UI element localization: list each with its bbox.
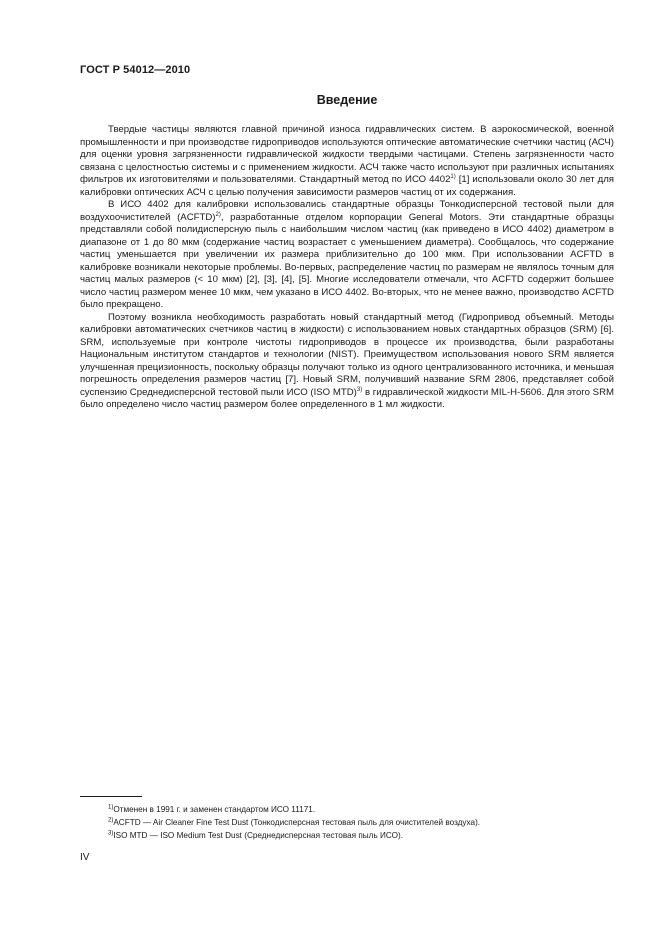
footnote-ref: 3) [356, 386, 363, 393]
paragraph: В ИСО 4402 для калибровки использовались стандартные образцы Тонкодисперсной тестовой пыли для воздухоочистителей (ACFTD)$^{2)}$, разработанные отделом корпорации General Motors. Эти стандартные образцы представляли собой полидисперсную пыль с наибольшим числом частиц (как приведено в ИСО 4402) диаметром в диапазоне от 1 до 80 мкм (содержание частиц возрастает с уменьшением диаметра). Сообщалось, что содержание частиц уменьшается при увеличении их размера приблизительно до 100 мкм. При использовании ACFTD в калибровке возникали некоторые проблемы. Во-первых, распределение частиц по размерам не являлось точным для частиц малых размеров (< 10 мкм) [2], [3], [4], [5]. Многие исследователи отмечали, что ACFTD содержит большее число частиц размером менее 10 мкм, чем указано в ИСО 4402. Во-вторых, что не менее важно, производство ACFTD было прекращено. [80, 199, 614, 310]
section-title: Введение [316, 93, 378, 107]
paragraph: Поэтому возникла необходимость разработать новый стандартный метод (Гидропривод объемный. Методы калибровки автоматических счетчиков частиц в жидкости) с использованием новых стандартных образцов (SRM) [6]. SRM, используемые при контроле чистоты гидроприводов в процессе их производства, были разработаны Национальным институтом стандартов и технологии (NIST). Преимуществом использования нового SRM является улучшенная прецизионность, поскольку образцы получают только из одного централизованного источника, и меньшая погрешность определения размеров частиц [7]. Новый SRM, получивший название SRM 2806, представляет собой суспензию Среднедисперсной тестовой пыли ИСО (ISO MTD)$^{3)}$ в гидравлической жидкости MIL-H-5606. Для этого SRM было определено число частиц размером более определенного в 1 мл жидкости. [80, 311, 614, 410]
footnote-text: ACFTD — Air Cleaner Fine Test Dust (Тонкодисперсная тестовая пыль для очистителей воздуха). [113, 818, 481, 827]
footnote-divider [80, 796, 142, 797]
footnote [108, 803, 480, 816]
footnote-mark: 3) [108, 830, 114, 837]
footnote [108, 816, 480, 829]
footnote-mark: 2) [108, 817, 114, 824]
document-header: ГОСТ Р 54012—2010 [80, 64, 191, 76]
footnote-mark: 1) [108, 804, 114, 811]
paragraph: Твердые частицы являются главной причиной износа гидравлических систем. В аэрокосмической, военной промышленности и при производстве гидроприводов используются оптические автоматические счетчики частиц (АСЧ) для оценки уровня загрязненности гидравлической жидкости твердыми частицами. Степень загрязненности часто связана с целостностью системы и с применением жидкости. АСЧ также часто используют при различных испытаниях фильтров их изготовителями и пользователями. Стандартный метод по ИСО 4402$^{1)}$ [1] использовали около 30 лет для калибровки оптических АСЧ с целью получения зависимости размеров частиц от их содержания. [80, 124, 614, 198]
page-number: IV [80, 852, 90, 863]
footnotes [108, 803, 480, 842]
footnote-text: ISO MTD — ISO Medium Test Dust (Среднедисперсная тестовая пыль ИСО). [113, 831, 403, 840]
footnote-ref: 1) [450, 173, 456, 180]
footnote [108, 829, 480, 842]
footnote-ref: 2) [215, 211, 221, 218]
body-text [80, 124, 614, 412]
footnote-text: Отменен в 1991 г. и заменен стандартом ИСО 11171. [113, 805, 316, 814]
